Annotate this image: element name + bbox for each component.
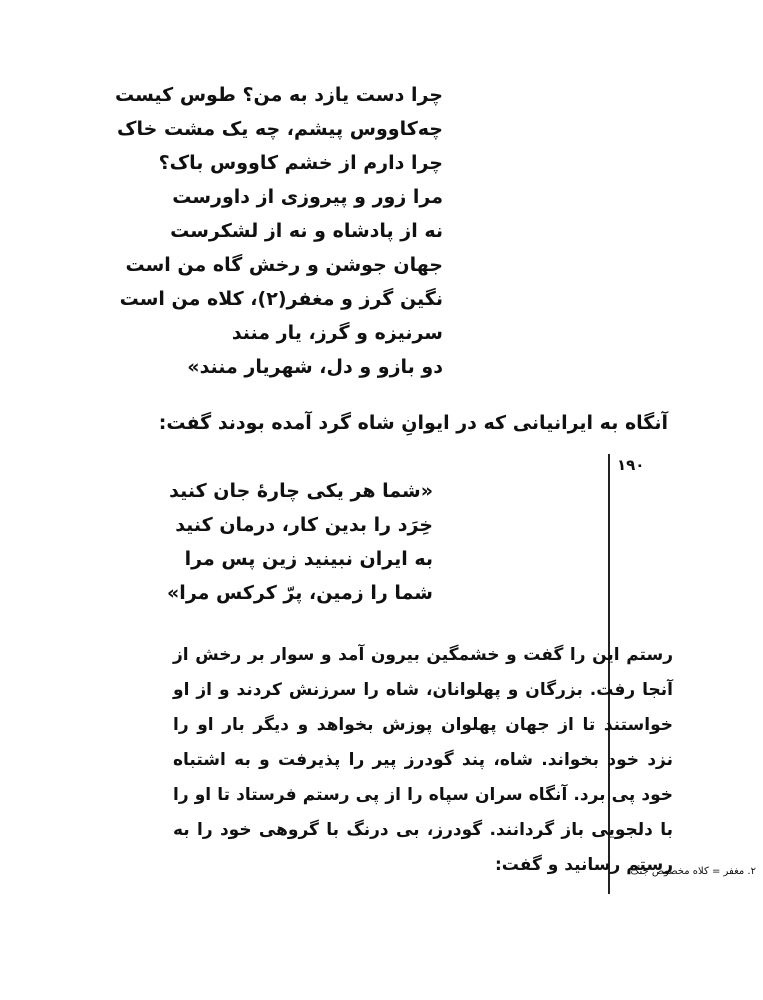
verse-line: «شما هر یکی چارهٔ جان کنید — [169, 480, 433, 502]
poem-stanza-2 — [167, 482, 433, 618]
verse-line: چه‌کاووس پیشم، چه یک مشت خاک — [117, 118, 443, 140]
prose-paragraph: رستم این را گفت و خشمگین بیرون آمد و سوار بر رخش از آنجا رفت. بزرگان و پهلوانان، شاه را سرزنش کردند و از او خواستند تا از جهان پهلوان پوزش بخواهد و دیگر بار او را نزد خود بخواند. شاه، پند گودرز پیر را پذیرفت و به اشتباه خود پی برد. آنگاه سران سپاه را از پی رستم فرستاد تا او را با دلجویی باز گردانند. گودرز، بی درنگ با گروهی خود را به رستم رسانید و گفت: — [173, 645, 673, 875]
footnote: ۲. مغفر = کلاه مخصوص جنگ — [630, 866, 756, 877]
verse-line: شما را زمین، پرّ کرکس مرا» — [167, 582, 433, 604]
verse-line: نه از پادشاه و نه از لشکرست — [170, 220, 443, 242]
verse-line: چرا دست یازد به من؟ طوس کیست — [114, 84, 443, 106]
verse-line: چرا دارم از خشم کاووس باک؟ — [158, 152, 443, 174]
verse-line: جهان جوشن و رخش گاه من است — [125, 254, 443, 276]
verse-line: نگین گرز و مغفر(۲)، کلاه من است — [119, 288, 443, 310]
line-number: ۱۹۰ — [617, 456, 645, 474]
verse-line: به ایران نبینید زین پس مرا — [184, 548, 433, 570]
verse-line: دو بازو و دل، شهریار منند» — [187, 356, 443, 378]
verse-line: سرنیزه و گرز، یار منند — [231, 322, 443, 344]
verse-line: خِرَد را بدین کار، درمان کنید — [175, 514, 433, 536]
verse-line: مرا زور و پیروزی از داورست — [172, 186, 443, 208]
intro-sentence: آنگاه به ایرانیانی که در ایوانِ شاه گرد آمده بودند گفت: — [158, 412, 668, 434]
poem-stanza-1 — [115, 86, 443, 392]
